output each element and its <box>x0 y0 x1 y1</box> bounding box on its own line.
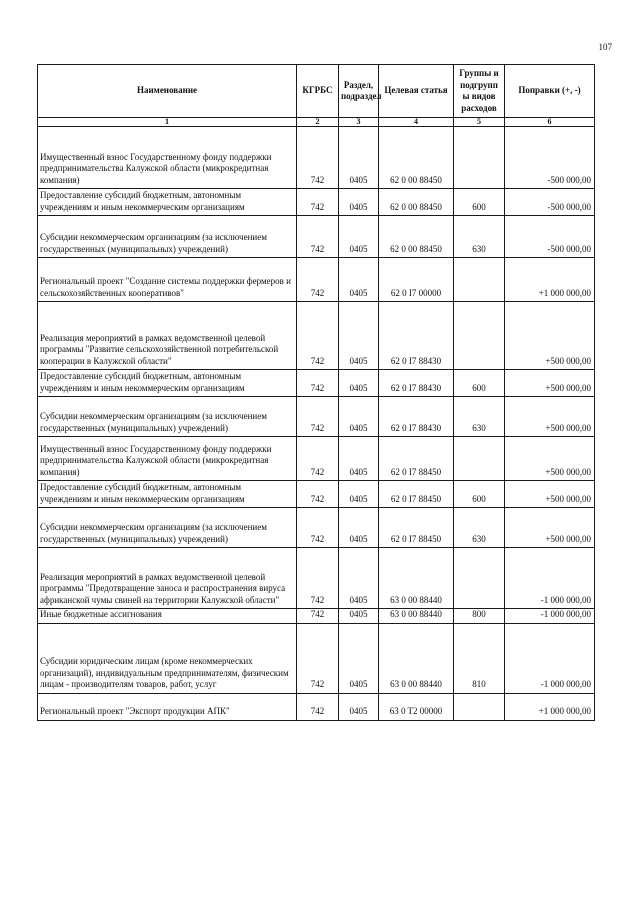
header-kgrbs: КГРБС <box>297 65 339 118</box>
row-group: 600 <box>454 481 505 508</box>
table-row <box>38 397 595 437</box>
row-name: Региональный проект "Создание системы поддержки фермеров и сельскохозяйственных кооперативов" <box>38 258 297 302</box>
row-name: Субсидии юридическим лицам (кроме некоммерческих организаций), индивидуальным предпринимателям, физическим лицам - производителям товаров, работ, услуг <box>38 623 297 693</box>
table-row <box>38 481 595 508</box>
table-row <box>38 216 595 258</box>
row-group: 800 <box>454 609 505 624</box>
row-article: 63 0 00 88440 <box>379 548 454 609</box>
table-row <box>38 548 595 609</box>
row-kgrbs: 742 <box>297 258 339 302</box>
table-row <box>38 127 595 189</box>
row-group <box>454 548 505 609</box>
row-name: Субсидии некоммерческим организациям (за исключением государственных (муниципальных) учреждений) <box>38 397 297 437</box>
row-group <box>454 127 505 189</box>
row-kgrbs: 742 <box>297 623 339 693</box>
row-amount: +500 000,00 <box>505 397 595 437</box>
column-number: 1 <box>38 118 297 127</box>
row-section: 0405 <box>339 189 379 216</box>
table-row <box>38 693 595 720</box>
header-article: Целевая статья <box>379 65 454 118</box>
row-kgrbs: 742 <box>297 437 339 481</box>
column-number: 5 <box>454 118 505 127</box>
row-kgrbs: 742 <box>297 548 339 609</box>
row-name: Субсидии некоммерческим организациям (за исключением государственных (муниципальных) учреждений) <box>38 508 297 548</box>
row-name: Имущественный взнос Государственному фонду поддержки предпринимательства Калужской области (микрокредитная компания) <box>38 437 297 481</box>
row-article: 62 0 I7 88450 <box>379 437 454 481</box>
table-row <box>38 258 595 302</box>
table-row <box>38 609 595 624</box>
table-row <box>38 437 595 481</box>
row-section: 0405 <box>339 216 379 258</box>
row-amount: +500 000,00 <box>505 370 595 397</box>
row-section: 0405 <box>339 548 379 609</box>
row-group: 600 <box>454 370 505 397</box>
row-article: 63 0 00 88440 <box>379 609 454 624</box>
row-article: 62 0 I7 88430 <box>379 370 454 397</box>
header-section: Раздел, подраздел <box>339 65 379 118</box>
row-amount: +1 000 000,00 <box>505 693 595 720</box>
row-kgrbs: 742 <box>297 508 339 548</box>
row-kgrbs: 742 <box>297 370 339 397</box>
header-row <box>38 65 595 118</box>
row-kgrbs: 742 <box>297 693 339 720</box>
row-section: 0405 <box>339 623 379 693</box>
row-section: 0405 <box>339 127 379 189</box>
row-section: 0405 <box>339 481 379 508</box>
column-number: 2 <box>297 118 339 127</box>
row-amount: -500 000,00 <box>505 189 595 216</box>
row-name: Предоставление субсидий бюджетным, автономным учреждениям и иным некоммерческим организациям <box>38 189 297 216</box>
row-article: 63 0 00 88440 <box>379 623 454 693</box>
row-amount: -500 000,00 <box>505 127 595 189</box>
row-section: 0405 <box>339 437 379 481</box>
row-article: 63 0 T2 00000 <box>379 693 454 720</box>
row-article: 62 0 00 88450 <box>379 216 454 258</box>
row-amount: +500 000,00 <box>505 302 595 370</box>
row-name: Реализация мероприятий в рамках ведомственной целевой программы "Предотвращение заноса и распространения вируса африканской чумы свиней на территории Калужской области" <box>38 548 297 609</box>
column-number: 4 <box>379 118 454 127</box>
column-number-row <box>38 118 595 127</box>
row-section: 0405 <box>339 370 379 397</box>
row-amount: -500 000,00 <box>505 216 595 258</box>
row-section: 0405 <box>339 302 379 370</box>
row-section: 0405 <box>339 258 379 302</box>
row-article: 62 0 00 88450 <box>379 127 454 189</box>
row-kgrbs: 742 <box>297 216 339 258</box>
table-row <box>38 302 595 370</box>
row-name: Предоставление субсидий бюджетным, автономным учреждениям и иным некоммерческим организациям <box>38 370 297 397</box>
row-section: 0405 <box>339 397 379 437</box>
row-group: 810 <box>454 623 505 693</box>
row-name: Реализация мероприятий в рамках ведомственной целевой программы "Развитие сельскохозяйственной потребительской кооперации в Калужской области" <box>38 302 297 370</box>
row-group: 630 <box>454 508 505 548</box>
row-article: 62 0 I7 88450 <box>379 508 454 548</box>
header-groups: Группы и подгрупп ы видов расходов <box>454 65 505 118</box>
row-kgrbs: 742 <box>297 302 339 370</box>
row-amount: -1 000 000,00 <box>505 609 595 624</box>
row-group <box>454 693 505 720</box>
row-kgrbs: 742 <box>297 127 339 189</box>
row-group: 630 <box>454 216 505 258</box>
row-group: 600 <box>454 189 505 216</box>
table-row <box>38 508 595 548</box>
row-amount: +500 000,00 <box>505 481 595 508</box>
row-group <box>454 302 505 370</box>
row-group: 630 <box>454 397 505 437</box>
row-article: 62 0 I7 88430 <box>379 397 454 437</box>
header-amendments: Поправки (+, -) <box>505 65 595 118</box>
row-kgrbs: 742 <box>297 481 339 508</box>
row-name: Предоставление субсидий бюджетным, автономным учреждениям и иным некоммерческим организациям <box>38 481 297 508</box>
row-section: 0405 <box>339 693 379 720</box>
row-kgrbs: 742 <box>297 609 339 624</box>
row-group <box>454 437 505 481</box>
row-amount: -1 000 000,00 <box>505 623 595 693</box>
row-amount: +500 000,00 <box>505 508 595 548</box>
row-amount: +500 000,00 <box>505 437 595 481</box>
table-row <box>38 189 595 216</box>
header-name: Наименование <box>38 65 297 118</box>
row-name: Региональный проект "Экспорт продукции АПК" <box>38 693 297 720</box>
page-number: 107 <box>598 42 612 52</box>
row-name: Субсидии некоммерческим организациям (за исключением государственных (муниципальных) учреждений) <box>38 216 297 258</box>
budget-amendments-table <box>37 64 595 721</box>
table-row <box>38 370 595 397</box>
row-kgrbs: 742 <box>297 189 339 216</box>
row-name: Иные бюджетные ассигнования <box>38 609 297 624</box>
row-amount: +1 000 000,00 <box>505 258 595 302</box>
row-amount: -1 000 000,00 <box>505 548 595 609</box>
row-article: 62 0 00 88450 <box>379 189 454 216</box>
table-row <box>38 623 595 693</box>
row-article: 62 0 I7 00000 <box>379 258 454 302</box>
row-section: 0405 <box>339 609 379 624</box>
column-number: 3 <box>339 118 379 127</box>
row-name: Имущественный взнос Государственному фонду поддержки предпринимательства Калужской области (микрокредитная компания) <box>38 127 297 189</box>
row-kgrbs: 742 <box>297 397 339 437</box>
row-article: 62 0 I7 88430 <box>379 302 454 370</box>
column-number: 6 <box>505 118 595 127</box>
row-article: 62 0 I7 88450 <box>379 481 454 508</box>
row-group <box>454 258 505 302</box>
row-section: 0405 <box>339 508 379 548</box>
